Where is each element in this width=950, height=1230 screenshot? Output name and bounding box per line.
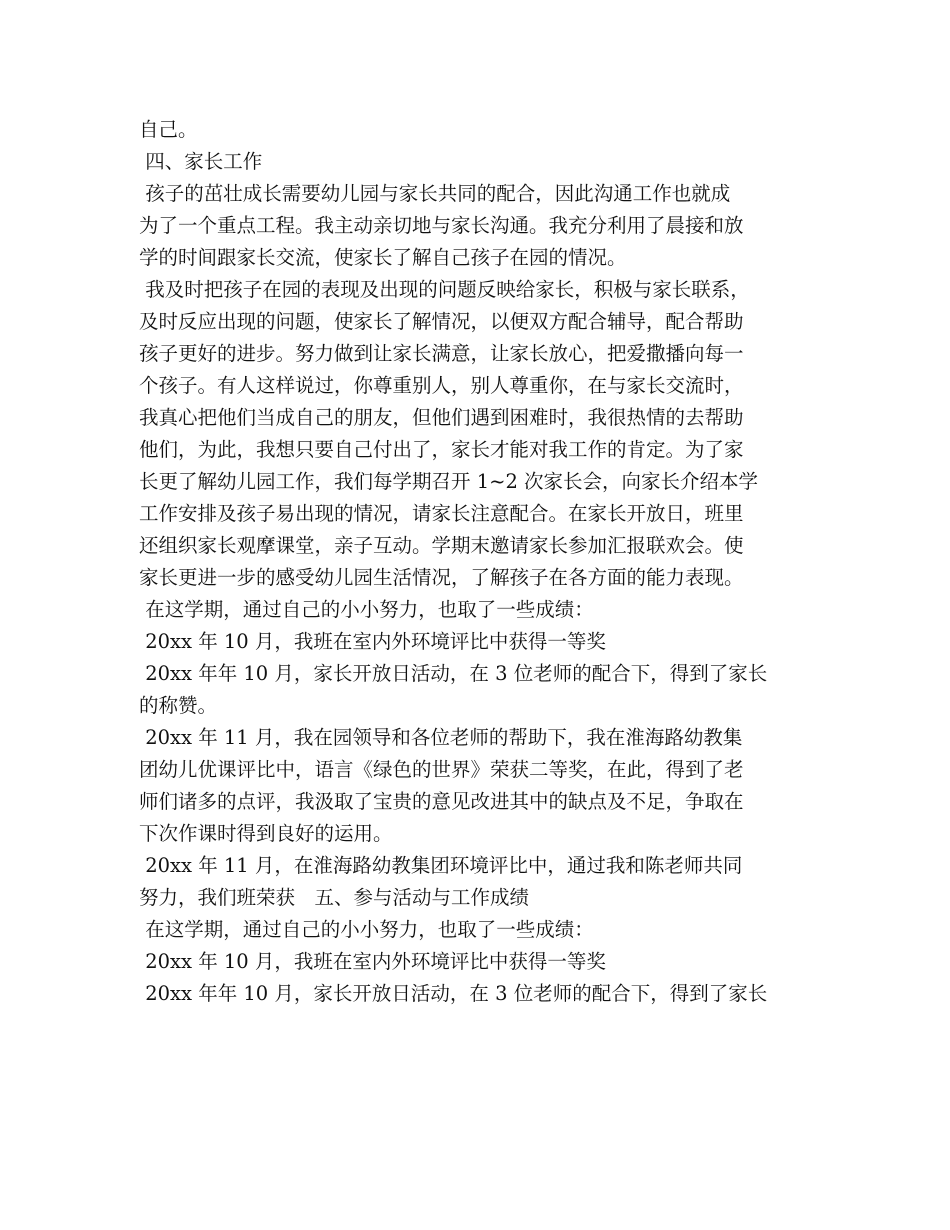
text-line: 学的时间跟家长交流，使家长了解自己孩子在园的情况。 — [139, 246, 627, 269]
text-line: 个孩子。有人这样说过，你尊重别人，别人尊重你，在与家长交流时， — [139, 374, 744, 397]
text-line: 及时反应出现的问题，使家长了解情况，以便双方配合辅导，配合帮助 — [139, 310, 744, 333]
text-line: 我真心把他们当成自己的朋友，但他们遇到困难时，我很热情的去帮助 — [139, 406, 744, 429]
text-line: 下次作课时得到良好的运用。 — [139, 822, 393, 845]
text-line: 团幼儿优课评比中，语言《绿色的世界》荣获二等奖，在此，得到了老 — [139, 758, 744, 781]
text-line: 孩子更好的进步。努力做到让家长满意，让家长放心，把爱撒播向每一 — [139, 342, 744, 365]
text-line: 家长更进一步的感受幼儿园生活情况，了解孩子在各方面的能力表现。 — [139, 566, 744, 589]
text-line: 长更了解幼儿园工作，我们每学期召开 1~2 次家长会，向家长介绍本学 — [139, 470, 759, 493]
text-line: 努力，我们班荣获 五、参与活动与工作成绩 — [139, 886, 530, 909]
text-line: 为了一个重点工程。我主动亲切地与家长沟通。我充分利用了晨接和放 — [139, 214, 744, 237]
text-line: 孩子的茁壮成长需要幼儿园与家长共同的配合，因此沟通工作也就成 — [139, 182, 731, 205]
text-line: 我及时把孩子在园的表现及出现的问题反映给家长，积极与家长联系， — [139, 278, 750, 301]
section-heading: 四、家长工作 — [139, 150, 263, 173]
text-line: 他们，为此，我想只要自己付出了，家长才能对我工作的肯定。为了家 — [139, 438, 744, 461]
text-line: 师们诸多的点评，我汲取了宝贵的意见改进其中的缺点及不足，争取在 — [139, 790, 744, 813]
text-line: 20xx 年 11 月，我在园领导和各位老师的帮助下，我在淮海路幼教集 — [139, 726, 743, 749]
text-line: 工作安排及孩子易出现的情况，请家长注意配合。在家长开放日，班里 — [139, 502, 744, 525]
text-line: 在这学期，通过自己的小小努力，也取了一些成绩： — [139, 598, 594, 621]
text-line: 20xx 年 10 月，我班在室内外环境评比中获得一等奖 — [139, 950, 606, 973]
text-line: 自己。 — [139, 118, 198, 141]
text-line: 还组织家长观摩课堂，亲子互动。学期末邀请家长参加汇报联欢会。使 — [139, 534, 744, 557]
text-line: 20xx 年 10 月，我班在室内外环境评比中获得一等奖 — [139, 630, 606, 653]
text-line: 20xx 年 11 月，在淮海路幼教集团环境评比中，通过我和陈老师共同 — [139, 854, 743, 877]
text-line: 20xx 年年 10 月，家长开放日活动，在 3 位老师的配合下，得到了家长 — [139, 662, 768, 685]
text-line: 20xx 年年 10 月，家长开放日活动，在 3 位老师的配合下，得到了家长 — [139, 982, 768, 1005]
text-line: 的称赞。 — [139, 694, 218, 717]
text-line: 在这学期，通过自己的小小努力，也取了一些成绩： — [139, 918, 594, 941]
document-body — [139, 114, 819, 1010]
